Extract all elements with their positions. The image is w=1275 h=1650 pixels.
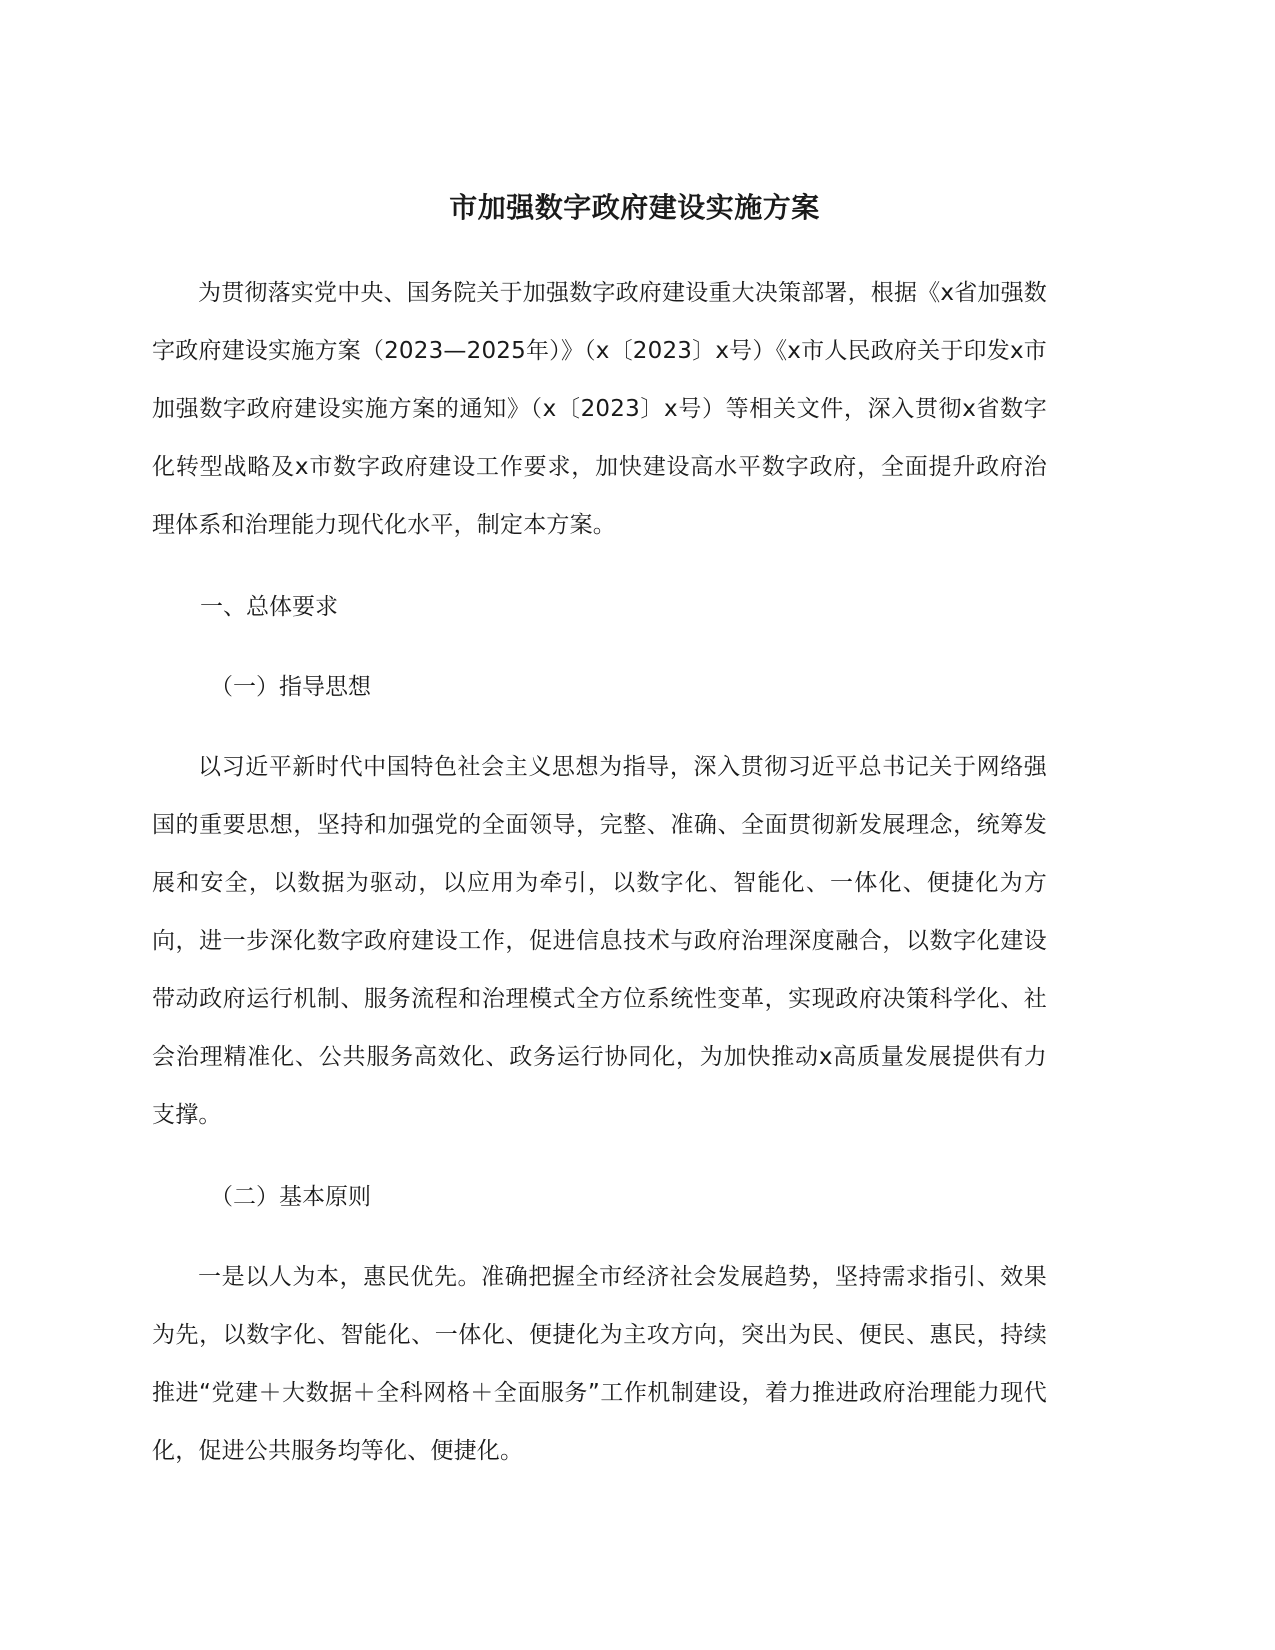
intro-paragraph: 为贯彻落实党中央、国务院关于加强数字政府建设重大决策部署，根据《x省加强数字政府建设实施方案（2023—2025年）》（x〔2023〕x号）《x市人民政府关于印发x市加强数字政府建设实施方案的通知》（x〔2023〕x号）等相关文件，深入贯彻x省数字化转型战略及x市数字政府建设工作要求，加快建设高水平数字政府，全面提升政府治理体系和治理能力现代化水平，制定本方案。 <box>152 280 1048 538</box>
subsection-heading-guiding-ideology: （一）指导思想 <box>210 674 371 700</box>
subsection-heading-basic-principles: （二）基本原则 <box>210 1184 371 1210</box>
guiding-ideology-paragraph: 以习近平新时代中国特色社会主义思想为指导，深入贯彻习近平总书记关于网络强国的重要思想，坚持和加强党的全面领导，完整、准确、全面贯彻新发展理念，统筹发展和安全，以数据为驱动，以应用为牵引，以数字化、智能化、一体化、便捷化为方向，进一步深化数字政府建设工作，促进信息技术与政府治理深度融合，以数字化建设带动政府运行机制、服务流程和治理模式全方位系统性变革，实现政府决策科学化、社会治理精准化、公共服务高效化、政务运行协同化，为加快推动x高质量发展提供有力支撑。 <box>152 754 1047 1128</box>
basic-principles-paragraph: 一是以人为本，惠民优先。准确把握全市经济社会发展趋势，坚持需求指引、效果为先，以数字化、智能化、一体化、便捷化为主攻方向，突出为民、便民、惠民，持续推进“党建＋大数据＋全科网格＋全面服务”工作机制建设，着力推进政府治理能力现代化，促进公共服务均等化、便捷化。 <box>152 1264 1047 1464</box>
document-title: 市加强数字政府建设实施方案 <box>449 191 820 224</box>
section-heading-general-requirements: 一、总体要求 <box>200 594 338 620</box>
